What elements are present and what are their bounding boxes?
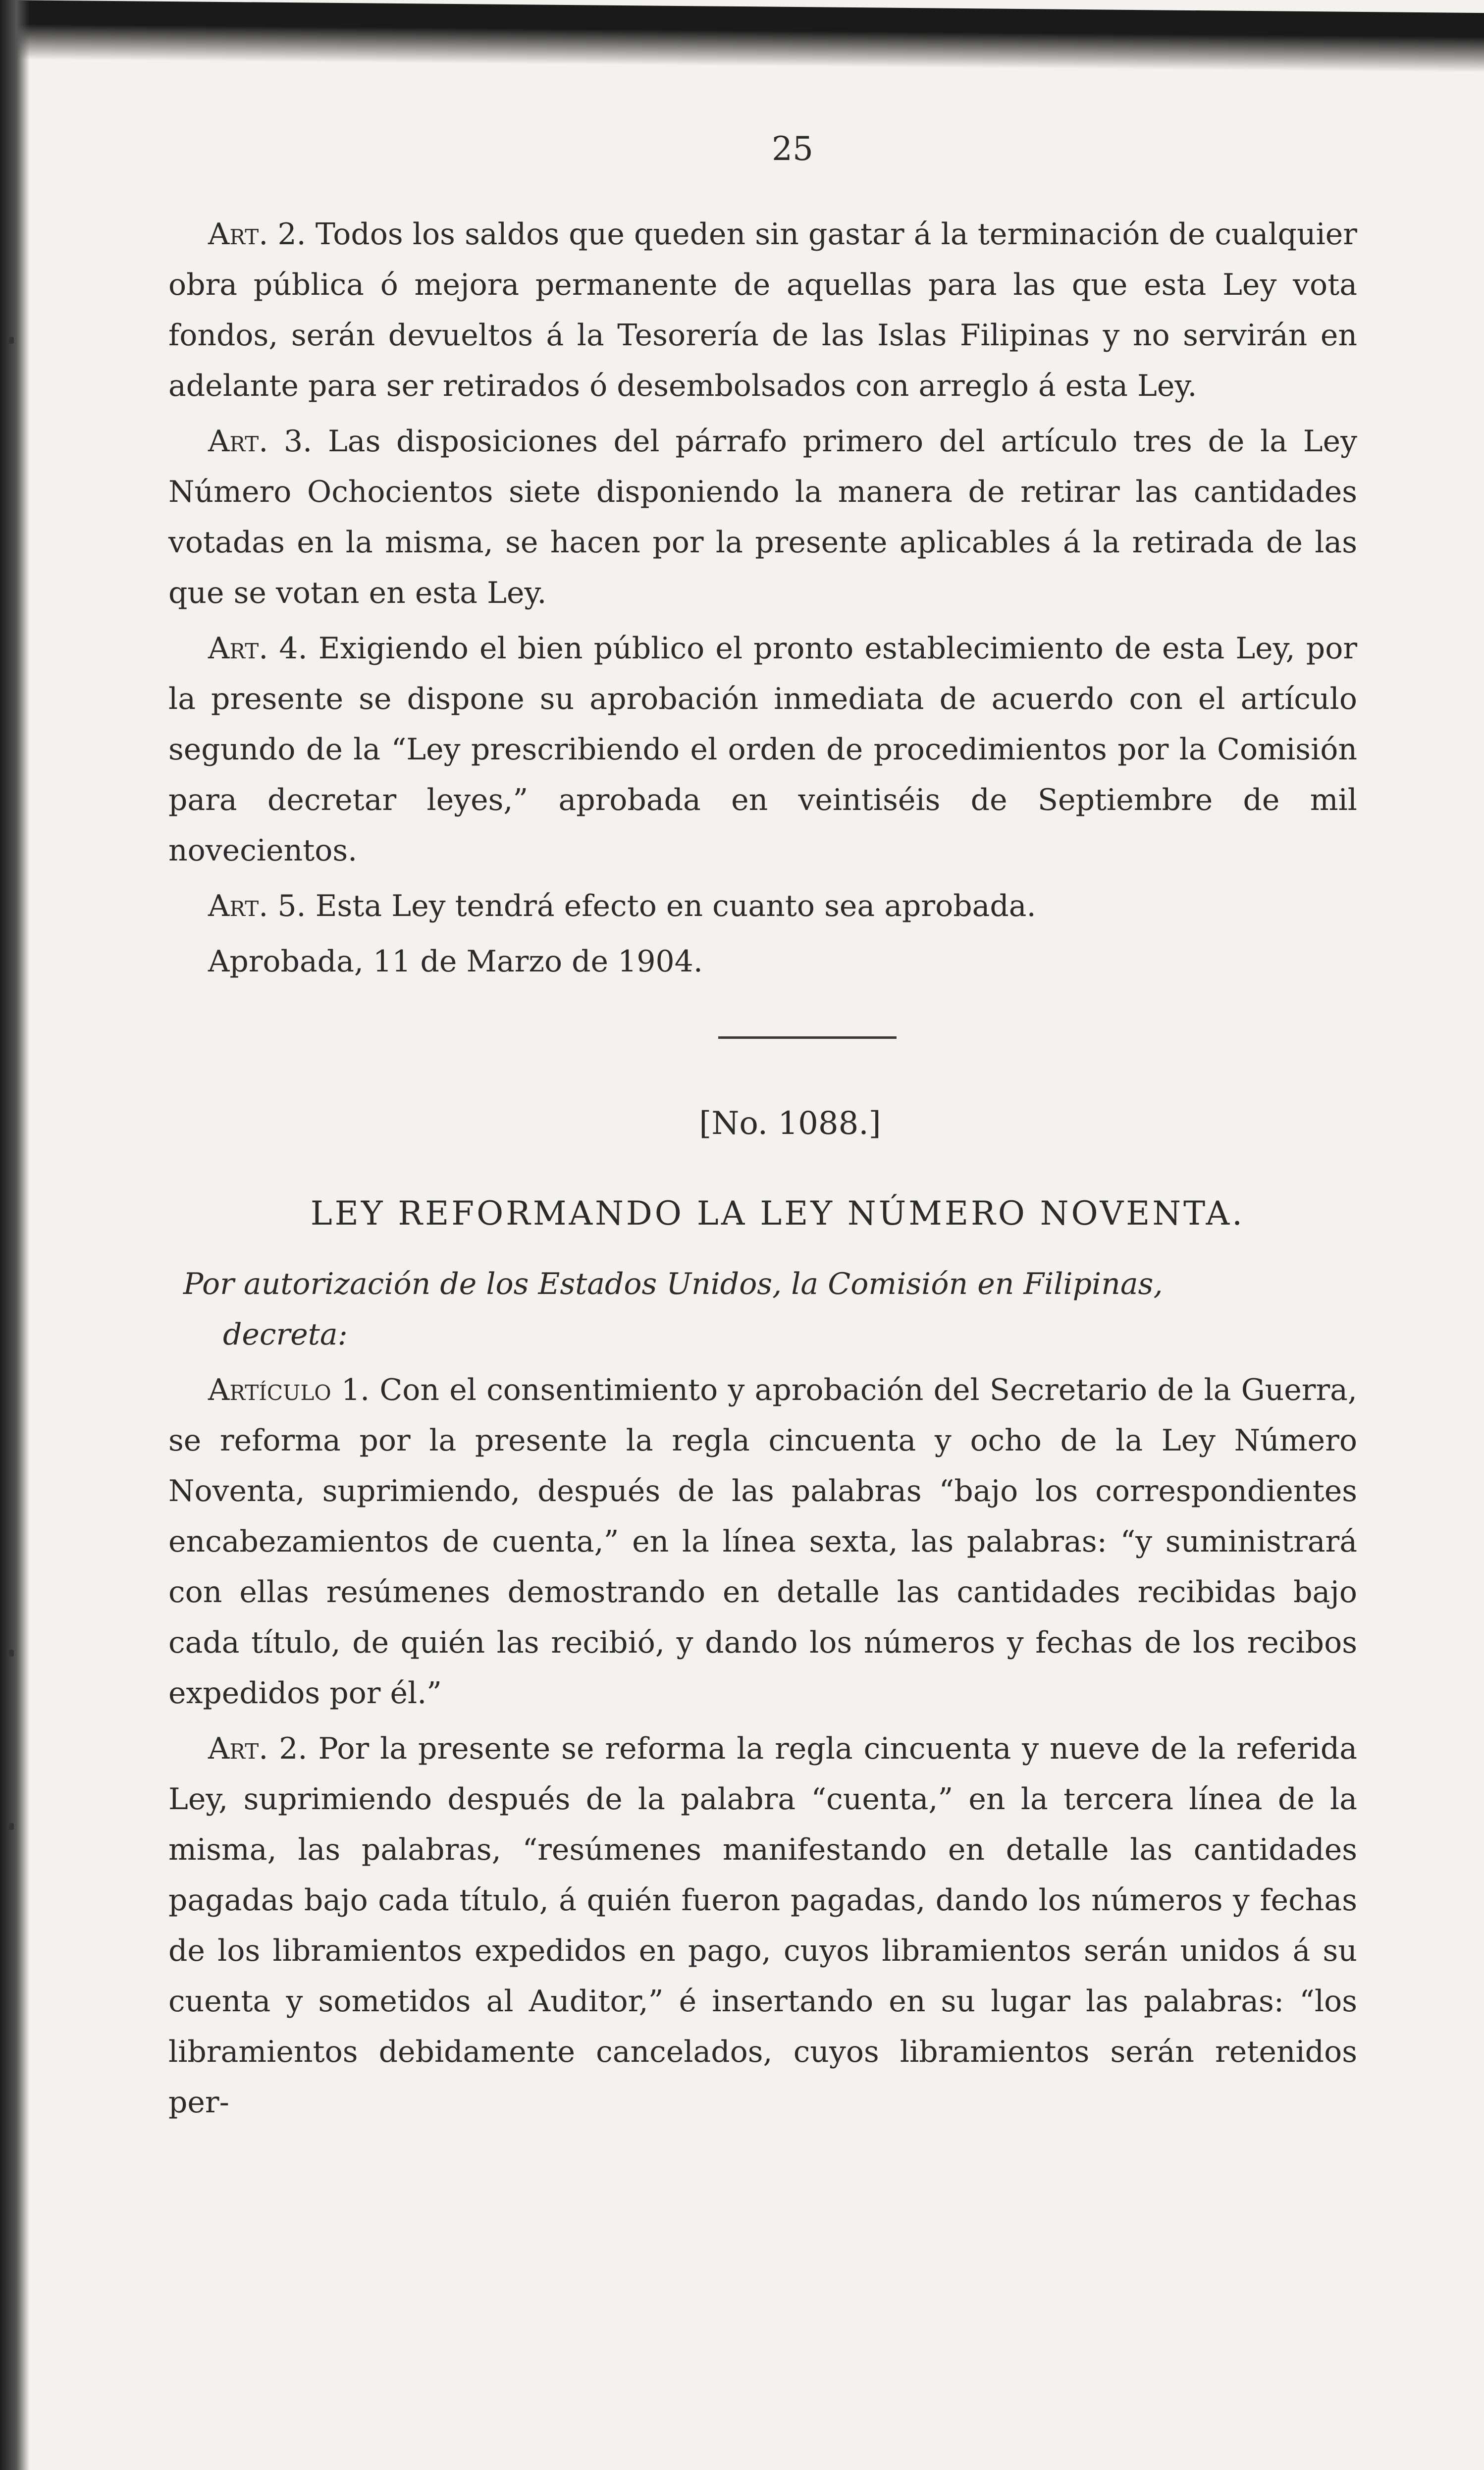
enacting-clause-line-1: Por autorización de los Estados Unidos, la Comisión en Filipinas,	[183, 1267, 1163, 1301]
page-number: 25	[772, 130, 813, 168]
scan-top-border	[0, 0, 1484, 72]
margin-mark	[9, 1650, 14, 1657]
article-label: Artículo 1.	[208, 1373, 370, 1407]
act-number: [No. 1088.]	[699, 1105, 881, 1142]
section-label: Art. 3.	[208, 424, 313, 459]
approval-date: Aprobada, 11 de Marzo de 1904.	[208, 944, 703, 979]
margin-mark	[9, 1823, 14, 1830]
section-label: Art. 2.	[208, 217, 306, 252]
section-label: Art. 4.	[208, 631, 308, 666]
article-2	[168, 1723, 1357, 2128]
article-1	[168, 1365, 1357, 1718]
enacting-clause	[168, 1259, 1357, 1360]
margin-mark	[9, 337, 14, 344]
section-text: Esta Ley tendrá efecto en cuanto sea aprobada.	[315, 889, 1036, 923]
section-art-4	[168, 623, 1357, 876]
section-text: Exigiendo el bien público el pronto establecimiento de esta Ley, por la presente se dispone su aprobación inmediata de acuerdo con el artículo segundo de la “Ley prescribiendo el orden de procedimientos por la Comisión para decretar leyes,” aprobada en veintiséis de Septiembre de mil novecientos.	[168, 631, 1358, 868]
section-art-2	[168, 209, 1357, 411]
section-text: Todos los saldos que queden sin gastar á la terminación de cualquier obra pública ó mejora permanente de aquellas para las que esta Ley vota fondos, serán devueltos á la Tesorería de las Islas Filipinas y no servirán en adelante para ser retirados ó desembolsados con arreglo á esta Ley.	[168, 217, 1357, 403]
article-text: Por la presente se reforma la regla cincuenta y nueve de la referida Ley, suprimiendo después de la palabra “cuenta,” en la tercera línea de la misma, las palabras, “resúmenes manifestando en detalle las cantidades pagadas bajo cada título, á quién fueron pagadas, dando los números y fechas de los libramientos expedidos en pago, cuyos libramientos serán unidos á su cuenta y sometidos al Auditor,” é insertando en su lugar las palabras: “los libramientos debidamente cancelados, cuyos libramientos serán retenidos per-	[168, 1731, 1357, 2120]
section-divider	[718, 1036, 897, 1039]
page-content	[168, 124, 1357, 2133]
section-label: Art. 5.	[208, 889, 306, 923]
section-art-3	[168, 416, 1357, 618]
act-title: LEY REFORMANDO LA LEY NÚMERO NOVENTA.	[310, 1194, 1245, 1233]
scan-left-border	[0, 0, 30, 2470]
section-text: Las disposiciones del párrafo primero del artículo tres de la Ley Número Ochocientos siete disponiendo la manera de retirar las cantidades votadas en la misma, se hacen por la presente aplicables á la retirada de las que se votan en esta Ley.	[168, 424, 1357, 610]
article-label: Art. 2.	[208, 1731, 308, 1766]
article-text: Con el consentimiento y aprobación del Secretario de la Guerra, se reforma por la presente la regla cincuenta y ocho de la Ley Número Noventa, suprimiendo, después de las palabras “bajo los correspondientes encabezamientos de cuenta,” en la línea sexta, las palabras: “y suministrará con ellas resúmenes demostrando en detalle las cantidades recibidas bajo cada título, de quién las recibió, y dando los números y fechas de los recibos expedidos por él.”	[168, 1373, 1358, 1711]
enacting-clause-line-2: decreta:	[223, 1317, 348, 1352]
section-art-5	[168, 881, 1357, 931]
